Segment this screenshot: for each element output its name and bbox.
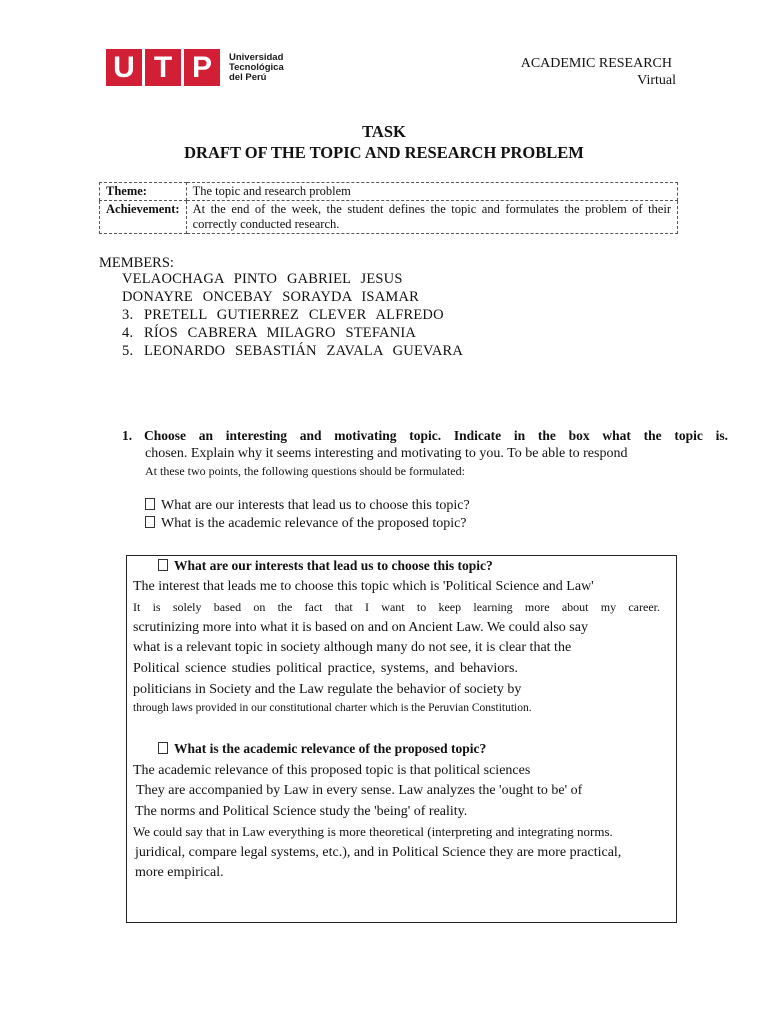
answer-heading-interests <box>158 558 493 574</box>
course-header <box>520 55 676 89</box>
answer-line: juridical, compare legal systems, etc.), and in Political Science they are more practical, <box>135 845 622 860</box>
bullet-item <box>145 498 470 514</box>
member-name: RÍOS CABRERA MILAGRO STEFANIA <box>144 325 417 341</box>
answer-line: The academic relevance of this proposed topic is that political sciences <box>133 763 531 778</box>
logo-line-3: del Perú <box>229 71 267 83</box>
achievement-row <box>100 201 678 234</box>
member-name: VELAOCHAGA PINTO GABRIEL JESUS <box>122 271 403 287</box>
theme-label: Theme: <box>100 183 187 201</box>
checkbox-bullet-icon <box>145 498 155 510</box>
theme-value: The topic and research problem <box>186 183 677 201</box>
answer-heading-relevance <box>158 741 486 757</box>
member-item <box>122 343 463 360</box>
task-label: TASK <box>362 122 406 141</box>
answer-line: It is solely based on the fact that I want to keep learning more about my career. <box>133 600 660 614</box>
member-number: 3. <box>122 307 134 323</box>
logo-university-name <box>229 53 284 83</box>
bullet-item <box>145 516 467 532</box>
answer-line: what is a relevant topic in society although many do not see, it is clear that the <box>133 640 572 655</box>
heading-text: What is the academic relevance of the proposed topic? <box>174 741 487 756</box>
logo-line-2: Tecnológica <box>229 61 284 73</box>
course-modality: Virtual <box>637 73 676 88</box>
question-1-line-3: At these two points, the following questions should be formulated: <box>145 464 465 478</box>
answer-line: The norms and Political Science study the 'being' of reality. <box>135 804 468 819</box>
logo-letter-p: P <box>184 49 220 86</box>
answer-box <box>126 555 677 923</box>
question-1-title <box>122 428 728 444</box>
achievement-value: At the end of the week, the student defines the topic and formulates the problem of their correctly conducted research. <box>186 201 677 234</box>
logo-letter-t: T <box>145 49 181 86</box>
member-item <box>122 289 419 306</box>
member-number: 5. <box>122 343 134 359</box>
member-item <box>122 325 416 342</box>
answer-line: scrutinizing more into what it is based on and on Ancient Law. We could also say <box>133 620 588 635</box>
question-1-line-2: chosen. Explain why it seems interesting and motivating to you. To be able to respond <box>145 446 628 461</box>
logo-letter-u: U <box>106 49 142 86</box>
checkbox-bullet-icon <box>145 516 155 528</box>
bullet-text: What are our interests that lead us to choose this topic? <box>161 498 470 513</box>
logo-line-1: Universidad <box>229 51 284 63</box>
task-title: DRAFT OF THE TOPIC AND RESEARCH PROBLEM <box>184 143 584 162</box>
members-heading: MEMBERS: <box>99 255 174 271</box>
answer-line: through laws provided in our constitutional charter which is the Peruvian Constitution. <box>133 702 532 714</box>
checkbox-bullet-icon <box>158 559 168 571</box>
member-item <box>122 307 444 324</box>
answer-line: politicians in Society and the Law regulate the behavior of society by <box>133 682 522 697</box>
heading-text: What are our interests that lead us to choose this topic? <box>174 558 493 573</box>
answer-line: The interest that leads me to choose this topic which is 'Political Science and Law' <box>133 579 594 594</box>
bullet-text: What is the academic relevance of the proposed topic? <box>161 516 467 531</box>
member-name: DONAYRE ONCEBAY SORAYDA ISAMAR <box>122 289 420 305</box>
question-title-text: Choose an interesting and motivating topic. Indicate in the box what the topic is. <box>144 428 728 443</box>
info-table <box>99 182 678 234</box>
answer-line: more empirical. <box>135 865 224 880</box>
utp-logo <box>106 49 284 86</box>
member-number: 4. <box>122 325 134 341</box>
question-number: 1. <box>122 428 133 443</box>
theme-row <box>100 183 678 201</box>
member-item <box>122 271 403 288</box>
answer-line: Political science studies political practice, systems, and behaviors. <box>133 661 518 676</box>
answer-line: They are accompanied by Law in every sense. Law analyzes the 'ought to be' of <box>136 783 583 798</box>
checkbox-bullet-icon <box>158 742 168 754</box>
answer-line: We could say that in Law everything is more theoretical (interpreting and integrating norms. <box>133 824 613 839</box>
member-name: LEONARDO SEBASTIÁN ZAVALA GUEVARA <box>144 343 464 359</box>
member-name: PRETELL GUTIERREZ CLEVER ALFREDO <box>144 307 444 323</box>
achievement-label: Achievement: <box>100 201 187 234</box>
course-name: ACADEMIC RESEARCH <box>520 56 672 71</box>
